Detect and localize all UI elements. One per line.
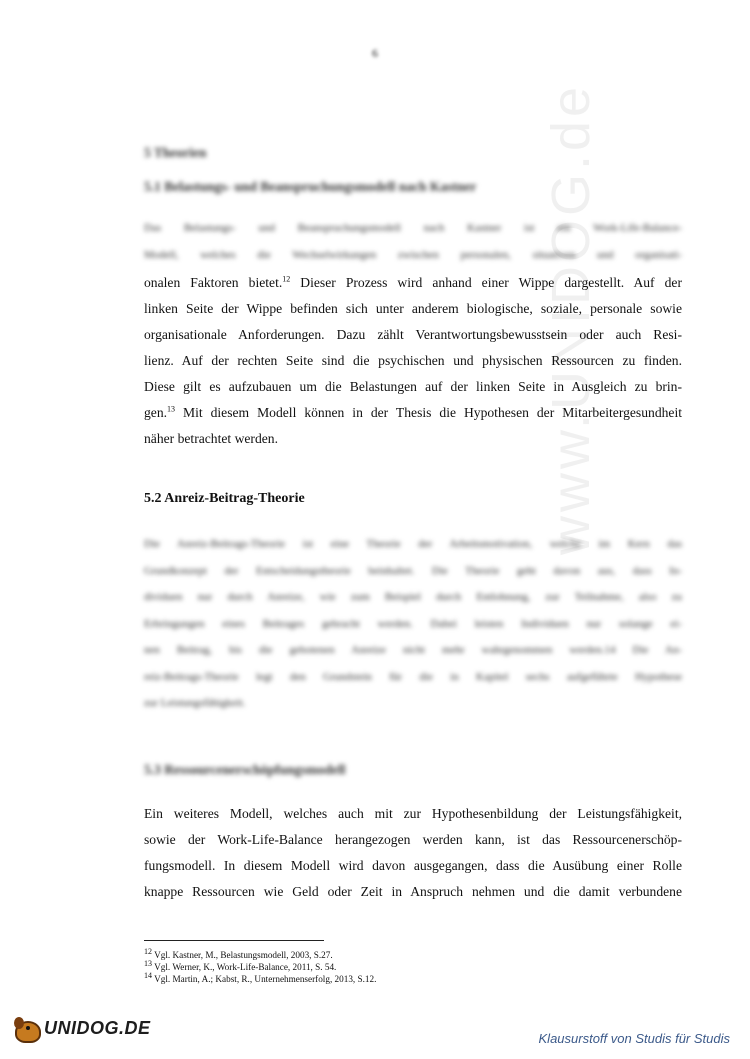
text-fragment: gen. xyxy=(144,405,168,420)
text-line: Die Anreiz-Beitrags-Theorie ist eine Theorie der Arbeitsmotivation, welche im Kern das xyxy=(144,538,682,550)
text-line: Grundkonzept der Entscheidungstheorie beinhaltet. Die Theorie geht davon aus, dass In- xyxy=(144,564,682,577)
text-fragment: Mit diesem Modell können in der Thesis die Hypothesen der Mitarbeitergesundheit xyxy=(175,405,682,420)
section-5-heading: 5 Theorien xyxy=(144,145,207,160)
footnote-14 xyxy=(144,970,377,985)
text-line: lienz. Auf der rechten Seite sind die psychischen und physischen Ressourcen zu finden. xyxy=(144,353,682,368)
dog-mascot-icon xyxy=(12,1013,42,1043)
footnote-12 xyxy=(144,946,333,961)
footnote-number: 14 xyxy=(144,970,152,980)
text-line: organisationale Anforderungen. Dazu zählt Verantwortungsbewusstsein oder auch Resi- xyxy=(144,327,682,342)
footnote-13 xyxy=(144,958,337,973)
footnote-separator xyxy=(144,940,324,941)
section-5-1-heading: 5.1 Belastungs- und Beanspruchungsmodell nach Kastner xyxy=(144,179,477,194)
text-line: Erbringungen eines Beitrages gebracht werden. Dabei leisten Individuen nur solange ei- xyxy=(144,617,682,630)
footnote-ref-12: 12 xyxy=(282,274,291,284)
text-line: knappe Ressourcen wie Geld oder Zeit in Anspruch nehmen und die damit verbundene xyxy=(144,884,682,899)
logo-text: UNIDOG.DE xyxy=(44,1017,151,1038)
text-line: dividuen nur durch Anreize, wie zum Beispiel durch Entlohnung, zur Teilnahme, also zu xyxy=(144,591,682,603)
text-line: Modell, welches die Wechselwirkungen zwischen personalen, situativen und organisati- xyxy=(144,248,682,261)
section-5-3-paragraph xyxy=(144,801,682,905)
text-line: nen Beitrag, bis die gebotenen Anreize nicht mehr wahrgenommen werden.14 Die An- xyxy=(144,644,682,656)
footnote-text: Vgl. Martin, A.; Kabst, R., Unternehmenserfolg, 2013, S.12. xyxy=(154,974,377,984)
text-line: zur Leistungsfähigkeit. xyxy=(144,697,246,709)
text-line xyxy=(144,400,682,426)
footnote-ref-13: 13 xyxy=(167,404,176,414)
text-fragment: onalen Faktoren bietet. xyxy=(144,275,283,290)
tagline: Klausurstoff von Studis für Studis xyxy=(538,1031,730,1046)
text-line: linken Seite der Wippe befinden sich unter anderem biologische, soziale, personale sowie xyxy=(144,301,682,316)
text-line: reiz-Beitrags-Theorie legt den Grundstein für die in Kapitel sechs aufgeführte Hypothese xyxy=(144,670,682,683)
section-5-2-blurred-text xyxy=(144,531,682,717)
section-5-3-heading: 5.3 Ressourcenerschöpfungsmodell xyxy=(144,762,346,777)
footnote-text: Vgl. Werner, K., Work-Life-Balance, 2011, S. 54. xyxy=(154,962,337,972)
text-line: Diese gilt es aufzubauen um die Belastungen auf der linken Seite in Ausgleich zu brin- xyxy=(144,379,682,394)
text-line: Das Belastungs- und Beanspruchungsmodell nach Kastner ist ein Work-Life-Balance- xyxy=(144,222,682,234)
text-fragment: Dieser Prozess wird anhand einer Wippe dargestellt. Auf der xyxy=(290,275,682,290)
text-line: näher betrachtet werden. xyxy=(144,431,278,446)
section-5-2-heading: 5.2 Anreiz-Beitrag-Theorie xyxy=(144,491,305,506)
unidog-logo[interactable] xyxy=(12,1012,151,1044)
watermark: www.UNIDOG.de xyxy=(541,82,601,555)
footnote-number: 13 xyxy=(144,958,152,968)
text-line: sowie der Work-Life-Balance herangezogen werden kann, ist das Ressourcenerschöp- xyxy=(144,832,682,847)
footnote-text: Vgl. Kastner, M., Belastungsmodell, 2003, S.27. xyxy=(154,950,333,960)
footnote-number: 12 xyxy=(144,946,152,956)
text-line: Ein weiteres Modell, welches auch mit zur Hypothesenbildung der Leistungsfähigkeit, xyxy=(144,806,682,821)
section-5-1-paragraph xyxy=(144,270,682,452)
text-line: fungsmodell. In diesem Modell wird davon ausgegangen, dass die Ausübung einer Rolle xyxy=(144,858,682,873)
text-line xyxy=(144,270,682,296)
page-number: 6 xyxy=(372,46,378,60)
section-5-1-blurred-text xyxy=(144,215,682,268)
